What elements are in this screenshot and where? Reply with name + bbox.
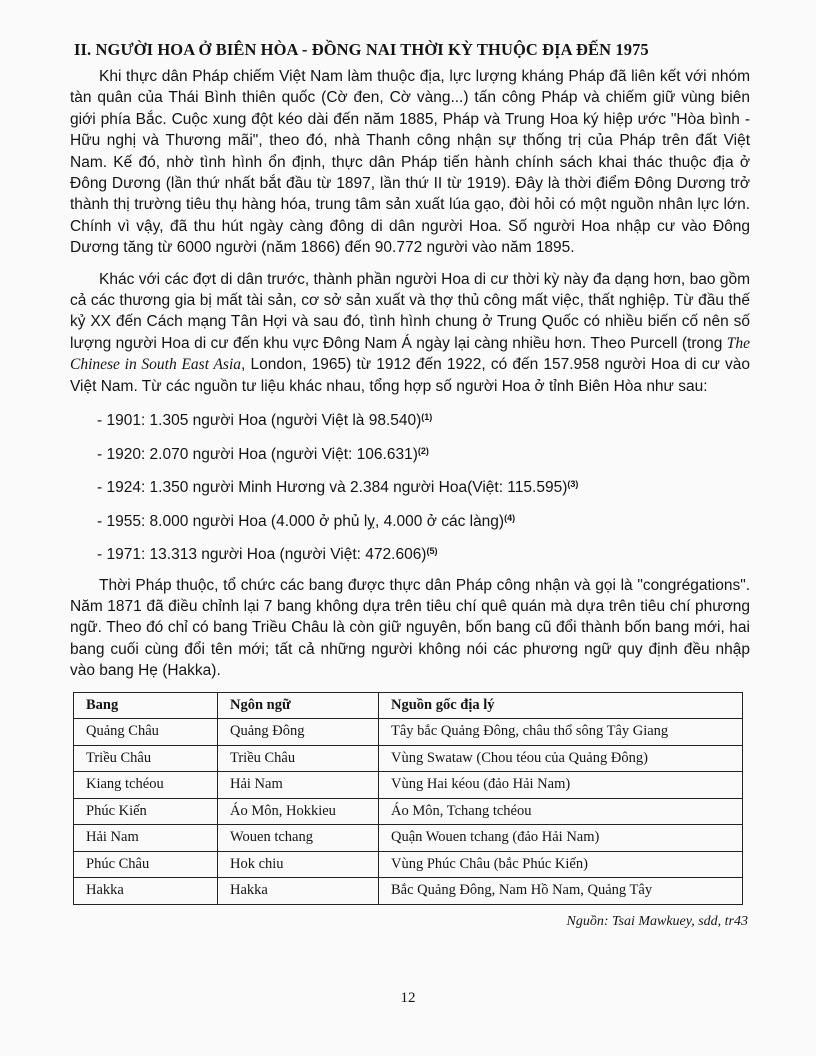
cell-language: Triều Châu [218, 745, 379, 772]
paragraph-1: Khi thực dân Pháp chiếm Việt Nam làm thuộc địa, lực lượng kháng Pháp đã liên kết với nhóm tàn quân của Thái Bình thiên quốc (Cờ đen, Cờ vàng...) tấn công Pháp và chiếm giữ vùng biên giới phía Bắc. Cuộc xung đột kéo dài đến năm 1885, Pháp và Trung Hoa ký hiệp ước "Hòa bình - Hữu nghị và Thương mãi", theo đó, nhà Thanh công nhận sự thống trị của Pháp trên đất Việt Nam. Kế đó, nhờ tình hình ổn định, thực dân Pháp tiến hành chính sách khai thác thuộc địa ở Đông Dương (lần thứ nhất bắt đầu từ 1897, lần thứ II từ 1919). Đây là thời điểm Đông Dương trở thành thị trường tiêu thụ hàng hóa, trung tâm sản xuất lúa gạo, đòi hỏi có một nguồn nhân lực lớn. Chính vì vậy, đã thu hút ngày càng đông di dân người Hoa. Số người Hoa nhập cư vào Đông Dương tăng từ 6000 người (năm 1866) đến 90.772 người vào năm 1895. [70, 68, 750, 257]
column-header-origin: Nguồn gốc địa lý [379, 692, 743, 719]
table-row [74, 719, 743, 746]
document-page [70, 40, 750, 930]
list-item: - 1924: 1.350 người Minh Hương và 2.384 người Hoa(Việt: 115.595)$^{(3)}$ [97, 479, 579, 497]
footnote-ref: (1) [421, 412, 433, 423]
cell-origin: Quận Wouen tchang (đảo Hải Nam) [379, 825, 743, 852]
cell-bang: Phúc Kiến [74, 798, 218, 825]
list-item: - 1920: 2.070 người Hoa (người Việt: 106.631)$^{(2)}$ [97, 445, 429, 463]
cell-language: Quảng Đông [218, 719, 379, 746]
cell-origin: Vùng Phúc Châu (bắc Phúc Kiến) [379, 851, 743, 878]
table-row [74, 878, 743, 905]
footnote-ref: (4) [504, 512, 516, 523]
list-item: - 1955: 8.000 người Hoa (4.000 ở phủ lỵ, 4.000 ở các làng)$^{(4)}$ [97, 512, 516, 530]
cell-bang: Quảng Châu [74, 719, 218, 746]
list-item: - 1901: 1.305 người Hoa (người Việt là 98.540)$^{(1)}$ [97, 412, 433, 430]
table-header-row [74, 692, 743, 719]
cell-bang: Kiang tchéou [74, 772, 218, 799]
page-number: 12 [400, 990, 416, 1006]
footnote-ref: (5) [426, 546, 438, 557]
paragraph-2 [70, 269, 750, 397]
cell-origin: Tây bắc Quảng Đông, châu thổ sông Tây Giang [379, 719, 743, 746]
population-list [70, 407, 750, 565]
cell-origin: Vùng Swataw (Chou téou của Quảng Đông) [379, 745, 743, 772]
cell-bang: Triều Châu [74, 745, 218, 772]
section-heading: II. NGƯỜI HOA Ở BIÊN HÒA - ĐỒNG NAI THỜI KỲ THUỘC ĐỊA ĐẾN 1975 [74, 40, 649, 59]
footnote-ref: (3) [567, 479, 579, 490]
column-header-language: Ngôn ngữ [218, 692, 379, 719]
cell-bang: Phúc Châu [74, 851, 218, 878]
cell-bang: Hải Nam [74, 825, 218, 852]
cell-language: Hakka [218, 878, 379, 905]
table-row [74, 825, 743, 852]
list-item: - 1971: 13.313 người Hoa (người Việt: 472.606)$^{(5)}$ [97, 546, 438, 564]
table-source-note: Nguồn: Tsai Mawkuey, sdd, tr43 [566, 913, 748, 929]
paragraph-2-text-a: Khác với các đợt di dân trước, thành phần người Hoa di cư thời kỳ này đa dạng hơn, bao gồm cả các thương gia bị mất tài sản, cơ sở sản xuất và thợ thủ công mất việc, thất nghiệp. Từ đầu thế kỷ XX đến Cách mạng Tân Hợi và sau đó, tình hình chung ở Trung Quốc có nhiều biến cố nên số lượng người Hoa di cư đến khu vực Đông Nam Á ngày lại càng nhiều hơn. Theo Purcell (trong [70, 270, 750, 352]
cell-origin: Bắc Quảng Đông, Nam Hồ Nam, Quảng Tây [379, 878, 743, 905]
table-row [74, 772, 743, 799]
table-row [74, 851, 743, 878]
paragraph-3: Thời Pháp thuộc, tổ chức các bang được thực dân Pháp công nhận và gọi là "congrégations". Năm 1871 đã điều chỉnh lại 7 bang không dựa trên tiêu chí quê quán mà dựa trên tiêu chí phương ngữ. Theo đó chỉ có bang Triều Châu là còn giữ nguyên, bốn bang cũ đổi thành bốn bang mới, hai bang cuối cùng đổi tên mới; tất cả những người không nói các phương ngữ quy định đều nhập vào bang Hẹ (Hakka). [70, 576, 750, 680]
cell-origin: Vùng Hai kéou (đảo Hải Nam) [379, 772, 743, 799]
book-title: The Chinese in South East Asia [70, 334, 750, 374]
paragraph-2-text-b: , London, 1965) từ 1912 đến 1922, có đến 157.958 người Hoa di cư vào Việt Nam. Từ các nguồn tư liệu khác nhau, tổng hợp số người Hoa ở tỉnh Biên Hòa như sau: [70, 356, 750, 395]
cell-language: Hok chiu [218, 851, 379, 878]
cell-language: Áo Môn, Hokkieu [218, 798, 379, 825]
footnote-ref: (2) [417, 445, 429, 456]
cell-origin: Áo Môn, Tchang tchéou [379, 798, 743, 825]
table-row [74, 798, 743, 825]
congregation-table [73, 692, 743, 905]
column-header-bang: Bang [74, 692, 218, 719]
table-row [74, 745, 743, 772]
cell-language: Hải Nam [218, 772, 379, 799]
cell-bang: Hakka [74, 878, 218, 905]
cell-language: Wouen tchang [218, 825, 379, 852]
